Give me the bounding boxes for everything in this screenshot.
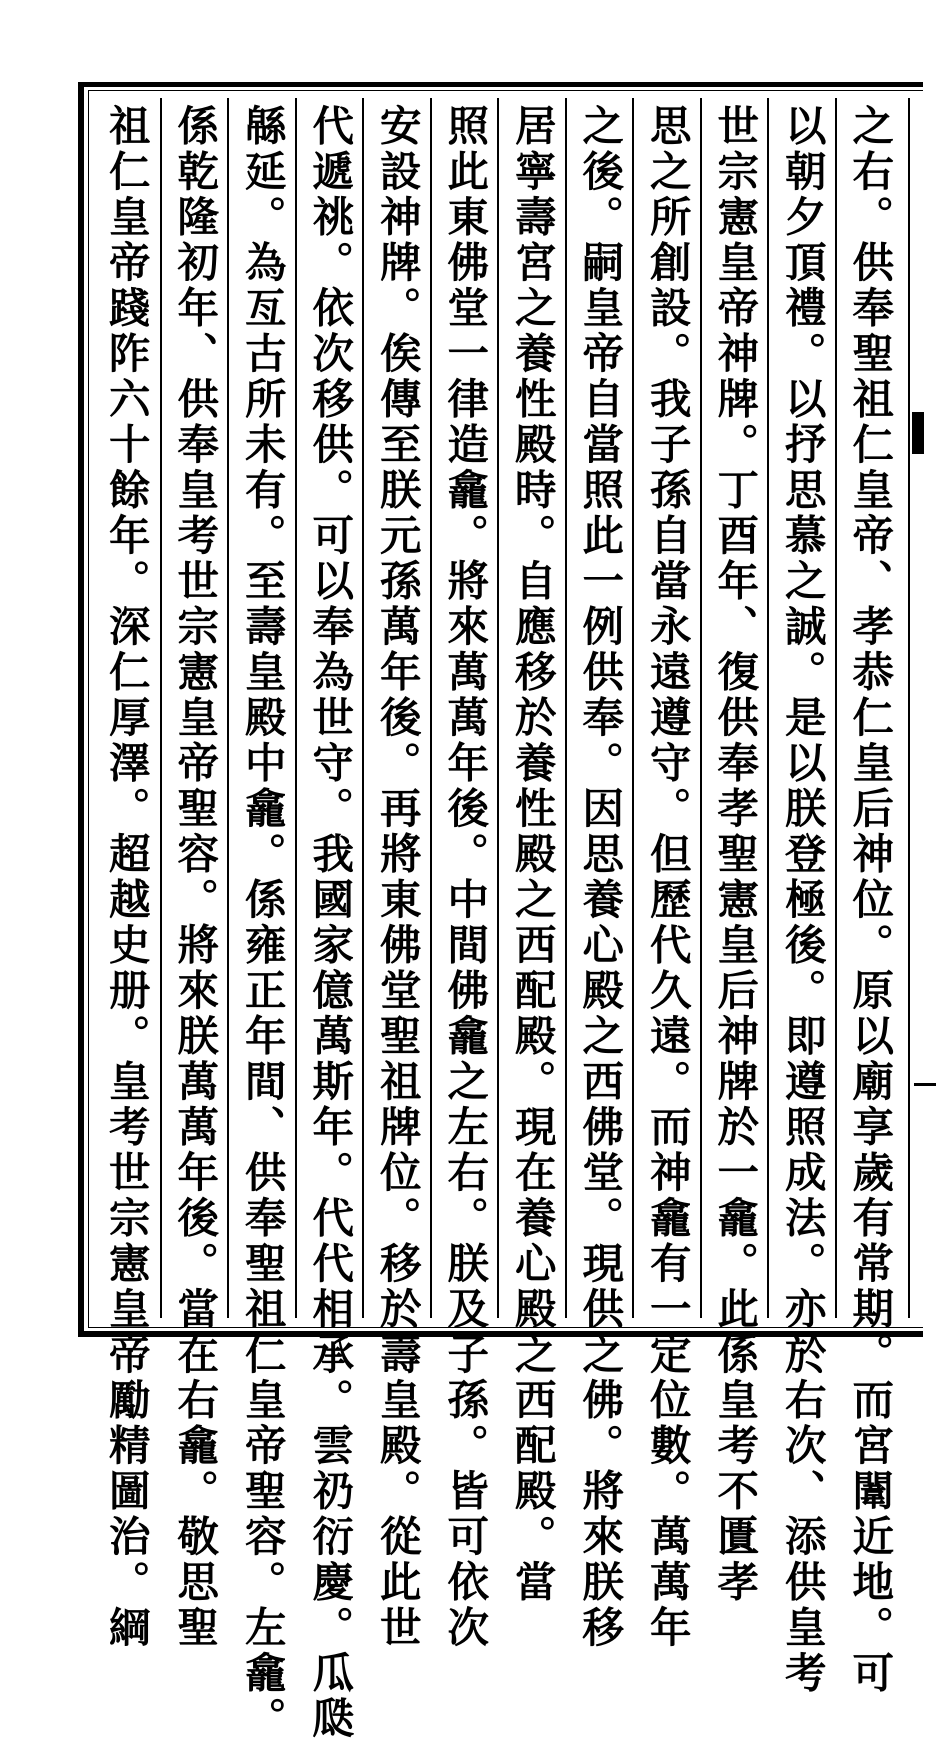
column-text: 世宗憲皇帝神牌。丁酉年、復供奉孝聖憲皇后神牌於一龕。此係皇考不匱孝 <box>710 104 760 1606</box>
text-column-9 <box>295 98 363 1742</box>
column-text: 居寧壽宮之養性殿時。自應移於養性殿之西配殿。現在養心殿之西配殿。當 <box>507 104 557 1606</box>
text-column-4 <box>632 98 700 1651</box>
right-column-rule <box>908 98 910 1318</box>
text-column-11 <box>160 98 228 1651</box>
text-column-12 <box>92 98 159 1651</box>
column-text: 照此東佛堂一律造龕。將來萬萬年後。中間佛龕之左右。朕及子孫。皆可依次 <box>440 104 490 1651</box>
text-column-10 <box>227 98 295 1742</box>
text-column-6 <box>497 98 565 1606</box>
column-text: 祖仁皇帝踐阼六十餘年。深仁厚澤。超越史册。皇考世宗憲皇帝勵精圖治。綱 <box>101 104 151 1651</box>
column-text: 緜延。為亙古所未有。至壽皇殿中龕。係雍正年間、供奉聖祖仁皇帝聖容。左龕。 <box>237 104 287 1742</box>
text-column-2 <box>767 98 835 1697</box>
text-column-8 <box>362 98 430 1651</box>
text-column-7 <box>430 98 498 1651</box>
column-text: 思之所創設。我子孫自當永遠遵守。但歷代久遠。而神龕有一定位數。萬萬年 <box>642 104 692 1651</box>
text-column-1 <box>835 98 903 1697</box>
column-text: 之後。嗣皇帝自當照此一例供奉。因思養心殿之西佛堂。現供之佛。將來朕移 <box>575 104 625 1651</box>
text-column-5 <box>565 98 633 1651</box>
column-text: 代遞祧。依次移供。可以奉為世守。我國家億萬斯年。代代相承。雲礽衍慶。瓜瓞 <box>305 104 355 1742</box>
column-text: 安設神牌。俟傳至朕元孫萬年後。再將東佛堂聖祖牌位。移於壽皇殿。從此世 <box>372 104 422 1651</box>
text-column-3 <box>700 98 768 1606</box>
margin-tick-mark <box>914 1083 936 1086</box>
text-columns <box>92 98 902 1742</box>
margin-block-mark <box>912 412 924 454</box>
column-text: 係乾隆初年、供奉皇考世宗憲皇帝聖容。將來朕萬萬年後。當在右龕。敬思聖 <box>170 104 220 1651</box>
column-text: 之右。供奉聖祖仁皇帝、孝恭仁皇后神位。原以廟享歲有常期。而宮闈近地。可 <box>845 104 895 1697</box>
column-text: 以朝夕頂禮。以抒思慕之誠。是以朕登極後。即遵照成法。亦於右次、添供皇考 <box>777 104 827 1697</box>
